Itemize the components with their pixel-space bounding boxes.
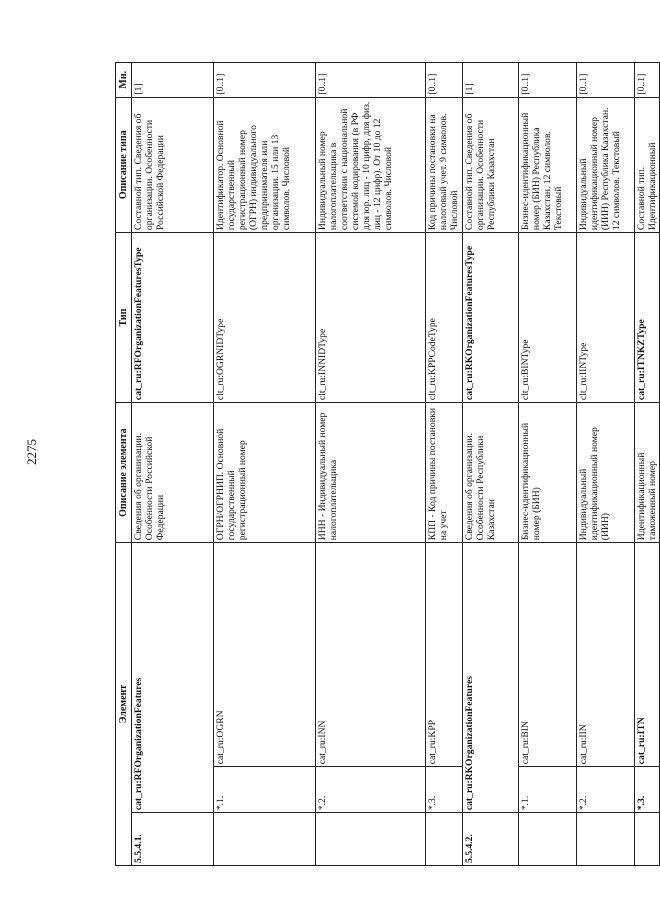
- element-name: cat_ru:KPP: [426, 543, 463, 767]
- row-number: 5.5.4.2.: [463, 813, 519, 866]
- type-description: Составной тип. Сведения об организации. Особенности Республики Казахстан: [463, 97, 519, 233]
- multiplicity: [0..1]: [577, 63, 635, 98]
- type-name: clt_ru:OGRNIDType: [214, 233, 316, 403]
- multiplicity: [0..1]: [635, 63, 660, 98]
- row-number: 5.5.4.1.: [132, 813, 214, 866]
- table-row: [519, 63, 577, 866]
- table-row: [316, 63, 426, 866]
- indent-cell: [214, 813, 316, 866]
- header-element: Элемент: [116, 543, 132, 866]
- type-description: Составной тип. Сведения об организации. Особенности Российской Федерации: [132, 97, 214, 233]
- sub-number: *.3.: [635, 767, 660, 813]
- type-name: cat_ru:RFOrganizationFeaturesType: [132, 233, 214, 403]
- type-name: clt_ru:IINType: [577, 233, 635, 403]
- element-description: Сведения об организации. Особенности Российской Федерации: [132, 403, 214, 543]
- element-name: cat_ru:RFOrganizationFeatures: [132, 543, 214, 813]
- sub-number: *.2.: [316, 767, 426, 813]
- multiplicity: [0..1]: [426, 63, 463, 98]
- multiplicity: [0..1]: [214, 63, 316, 98]
- element-description: ОГРН/ОГРНИП. Основной государственный регистрационный номер: [214, 403, 316, 543]
- sub-number: *.1.: [519, 767, 577, 813]
- element-description: ИНН - Индивидуальный номер налогоплательщика: [316, 403, 426, 543]
- type-description: Код причины постановки на налоговый учет. 9 символов. Числовой: [426, 97, 463, 233]
- table-row: [577, 63, 635, 866]
- element-description: КПП - Код причины постановки на учет: [426, 403, 463, 543]
- header-multiplicity: Мн.: [116, 63, 132, 98]
- element-description: Индивидуальный идентификационный номер (ИИН): [577, 403, 635, 543]
- sub-number: *.2.: [577, 767, 635, 813]
- type-description: Индивидуальный номер налогоплательщика в соответствии с национальной системой кодирования (в РФ для юр. лиц - 10 цифр, для физ. лиц - 12 цифр). От 10 до 12 символов. Числовой: [316, 97, 426, 233]
- table-row: [132, 63, 214, 866]
- indent-cell: [426, 813, 463, 866]
- multiplicity: [1]: [132, 63, 214, 98]
- table-row: [463, 63, 519, 866]
- table-header-row: [116, 63, 132, 866]
- element-name: cat_ru:IIN: [577, 543, 635, 767]
- element-name: cat_ru:RKOrganizationFeatures: [463, 543, 519, 813]
- header-element-description: Описание элемента: [116, 403, 132, 543]
- type-description: Составной тип. Идентификационный: [635, 97, 660, 233]
- header-type-description: Описание типа: [116, 97, 132, 233]
- table-row: [214, 63, 316, 866]
- multiplicity: [1]: [463, 63, 519, 98]
- sub-number: *.1.: [214, 767, 316, 813]
- table-row: [635, 63, 660, 866]
- indent-cell: [519, 813, 577, 866]
- sub-number: *.3.: [426, 767, 463, 813]
- type-name: clt_ru:KPPCodeType: [426, 233, 463, 403]
- header-type: Тип: [116, 233, 132, 403]
- element-name: cat_ru:OGRN: [214, 543, 316, 767]
- element-name: cat_ru:INN: [316, 543, 426, 767]
- page-number: 2275: [24, 439, 39, 465]
- table-row: [426, 63, 463, 866]
- specification-table: [115, 62, 660, 866]
- type-name: clt_ru:INNIDType: [316, 233, 426, 403]
- type-description: Бизнес-идентификационный номер (БИН) Республика Казахстан. 12 символов. Текстовый: [519, 97, 577, 233]
- type-name: cat_ru:ITNKZType: [635, 233, 660, 403]
- element-name: cat_ru:BIN: [519, 543, 577, 767]
- indent-cell: [635, 813, 660, 866]
- element-name: cat_ru:ITN: [635, 543, 660, 767]
- type-description: Идентификатор. Основной государственный регистрационный номер (ОГРН) индивидуального предпринимателя или организации. 15 или 13 символов. Числовой: [214, 97, 316, 233]
- element-description: Идентификационный таможенный номер: [635, 403, 660, 543]
- type-name: cat_ru:RKOrganizationFeaturesType: [463, 233, 519, 403]
- indent-cell: [577, 813, 635, 866]
- multiplicity: [0..1]: [316, 63, 426, 98]
- multiplicity: [0..1]: [519, 63, 577, 98]
- element-description: Сведения об организации. Особенности Республики Казахстан: [463, 403, 519, 543]
- type-description: Индивидуальный идентификационный номер (ИИН) Республика Казахстан. 12 символов. Текстовый: [577, 97, 635, 233]
- rotated-table-container: [115, 62, 658, 866]
- type-name: clt_ru:BINType: [519, 233, 577, 403]
- indent-cell: [316, 813, 426, 866]
- element-description: Бизнес-идентификационный номер (БИН): [519, 403, 577, 543]
